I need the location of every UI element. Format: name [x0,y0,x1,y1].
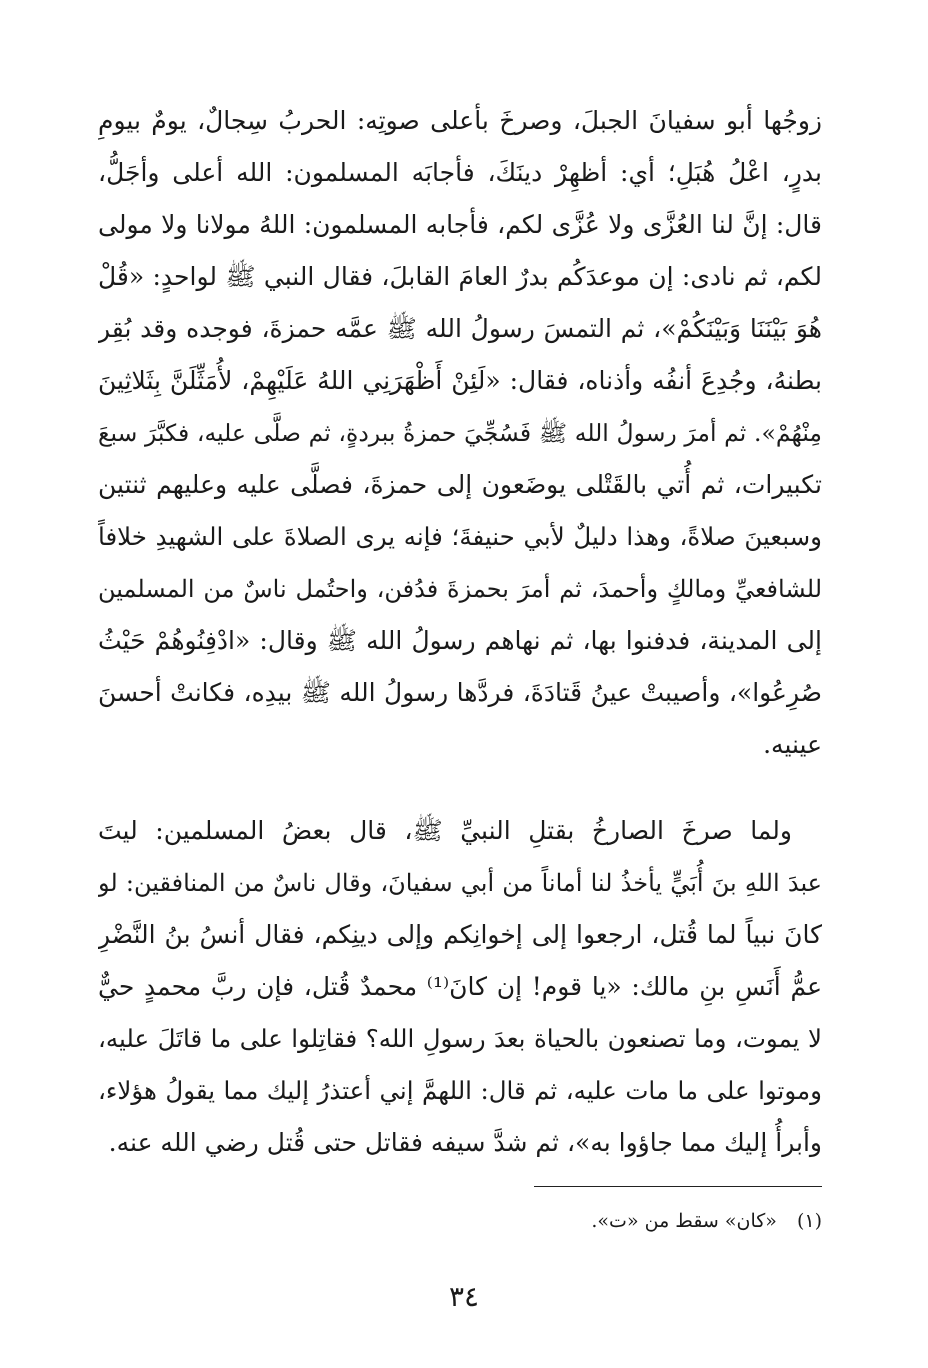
text-line: عمُّ أَنَسِ بنِ مالك: «يا قوم! إن كانَ⁽¹⁾ محمدٌ قُتل، فإن ربَّ محمدٍ حيٌّ [98,972,822,1001]
text-line: ولما صرخَ الصارخُ بقتلِ النبيِّ ﷺ، قال بعضُ المسلمين: ليتَ [98,816,792,845]
text-line: وموتوا على ما مات عليه، ثم قال: اللهمَّ إني أعتذرُ إليك مما يقولُ هؤلاء، [98,1076,822,1105]
text-line: بدرٍ، اعْلُ هُبَلِ؛ أي: أظهِرْ دينَكَ، فأجابَه المسلمون: الله أعلى وأجَلُّ، [98,158,822,187]
footnote-divider [534,1186,822,1187]
text-line: هُوَ بَيْنَنَا وَبَيْنَكُمْ»، ثم التمسَ رسولُ الله ﷺ عمَّه حمزةَ، فوجده وقد بُقِر [98,314,822,343]
paragraph-1 [98,95,822,771]
text-line: إلى المدينة، فدفنوا بها، ثم نهاهم رسولُ الله ﷺ وقال: «ادْفِنُوهُمْ حَيْثُ [98,626,822,655]
page-number: ٣٤ [448,1280,480,1313]
text-line: عبدَ اللهِ بنَ أُبَيٍّ يأخذُ لنا أماناً من أبي سفيانَ، وقال ناسٌ من المنافقين: لو [98,869,822,897]
text-line: وسبعينَ صلاةً، وهذا دليلٌ لأبي حنيفةَ؛ فإنه يرى الصلاةَ على الشهيدِ خلافاً [98,522,822,551]
text-line: زوجُها أبو سفيانَ الجبلَ، وصرخَ بأعلى صوتِه: الحربُ سِجالٌ، يومٌ بيومِ [98,106,822,135]
footnote [591,1206,822,1236]
text-line: للشافعيِّ ومالكٍ وأحمدَ، ثم أمرَ بحمزةَ فدُفن، واحتُمل ناسٌ من المسلمين [98,575,822,603]
text-line: تكبيرات، ثم أُتي بالقَتْلى يوضَعون إلى حمزةَ، فصلَّى عليه وعليهم ثنتين [98,470,822,499]
text-line: قال: إنَّ لنا العُزَّى ولا عُزَّى لكم، فأجابه المسلمون: اللهُ مولانا ولا مولى [98,210,822,239]
text-line: وأبرأُ إليك مما جاؤوا به»، ثم شدَّ سيفه فقاتل حتى قُتل رضي الله عنه. [108,1128,822,1157]
text-line: صُرِعُوا»، وأصيبتْ عينُ قَتادَةَ، فردَّها رسولُ الله ﷺ بيدِه، فكانتْ أحسنَ [98,678,822,707]
footnote-text: «كان» سقط من «ت». [591,1210,777,1232]
text-line: كانَ نبياً لما قُتل، ارجعوا إلى إخوانِكم وإلى دينِكم، فقال أنسُ بنُ النَّضْرِ [98,920,822,949]
paragraph-2 [98,805,822,1169]
text-line: بطنهُ، وجُدِعَ أنفُه وأذناه، فقال: «لَئِنْ أَظْهَرَنِي اللهُ عَلَيْهِمْ، لأُمَثِّلَنَّ بِثَلاثِينَ [98,366,822,395]
text-line: لكم، ثم نادى: إن موعدَكُم بدرٌ العامَ القابلَ، فقال النبي ﷺ لواحدٍ: «قُلْ [98,262,822,291]
text-line: عينيه. [763,730,822,759]
text-line: مِنْهُمْ». ثم أمرَ رسولُ الله ﷺ فَسُجِّيَ حمزةُ ببردةٍ، ثم صلَّى عليه، فكبَّرَ سبعَ [98,419,822,447]
footnote-number: (١) [796,1210,822,1232]
text-line: لا يموت، وما تصنعون بالحياة بعدَ رسولِ الله؟ فقاتِلوا على ما قاتَلَ عليه، [98,1024,822,1053]
